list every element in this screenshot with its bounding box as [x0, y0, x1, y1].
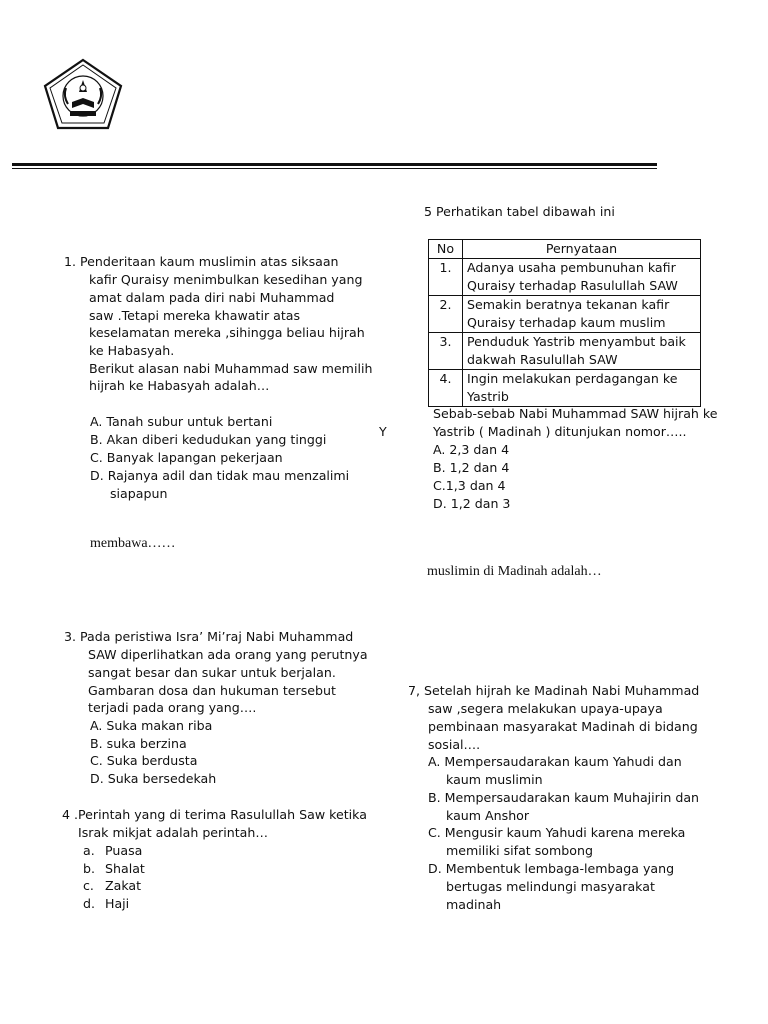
- table-cell-statement: [463, 259, 701, 296]
- school-emblem-icon: [42, 58, 124, 130]
- q1-option: siapapun: [110, 486, 168, 501]
- q4-line: Israk mikjat adalah perintah…: [78, 825, 268, 840]
- q7-option: C. Mengusir kaum Yahudi karena mereka: [428, 825, 686, 840]
- q1-line: 1. Penderitaan kaum muslimin atas siksaan: [64, 254, 339, 269]
- q5-intro: 5 Perhatikan tabel dibawah ini: [424, 204, 615, 219]
- q5-option: B. 1,2 dan 4: [433, 460, 510, 475]
- stray-text: membawa……: [90, 536, 176, 551]
- statement-line: Ingin melakukan perdagangan ke: [467, 371, 678, 386]
- statement-line: Yastrib: [467, 389, 509, 404]
- q4-option-text: Shalat: [105, 861, 145, 876]
- table-cell-statement: [463, 370, 701, 407]
- q7-option: bertugas melindungi masyarakat: [446, 879, 655, 894]
- q3-line: 3. Pada peristiwa Isra’ Mi’raj Nabi Muhammad: [64, 629, 354, 644]
- q1-option: D. Rajanya adil dan tidak mau menzalimi: [90, 468, 350, 483]
- statement-line: Penduduk Yastrib menyambut baik: [467, 334, 686, 349]
- q1-line: saw .Tetapi mereka khawatir atas: [89, 308, 301, 323]
- table-cell-no: 4.: [429, 370, 463, 407]
- q3-line: terjadi pada orang yang….: [88, 700, 257, 715]
- table-header-statement: Pernyataan: [463, 240, 701, 259]
- q7-option: B. Mempersaudarakan kaum Muhajirin dan: [428, 790, 700, 805]
- table-cell-no: 1.: [429, 259, 463, 296]
- table-cell-no: 2.: [429, 296, 463, 333]
- q1-option: B. Akan diberi kedudukan yang tinggi: [90, 432, 327, 447]
- q7-line: sosial….: [428, 737, 481, 752]
- q4-option-text: Puasa: [105, 843, 143, 858]
- q4-option-text: Zakat: [105, 878, 142, 893]
- q4-option-letter: d.: [83, 896, 95, 911]
- q7-line: saw ,segera melakukan upaya-upaya: [428, 701, 663, 716]
- q5-question-line: Sebab-sebab Nabi Muhammad SAW hijrah ke: [433, 406, 718, 421]
- table-header-row: [429, 240, 701, 259]
- q1-option: A. Tanah subur untuk bertani: [90, 414, 273, 429]
- q4-option-letter: c.: [83, 878, 94, 893]
- q3-line: Gambaran dosa dan hukuman tersebut: [88, 683, 336, 698]
- q3-line: SAW diperlihatkan ada orang yang perutnya: [88, 647, 368, 662]
- statement-line: Quraisy terhadap Rasulullah SAW: [467, 278, 678, 293]
- statement-table: [428, 239, 701, 407]
- table-row: [429, 296, 701, 333]
- table-row: [429, 259, 701, 296]
- q1-line: amat dalam pada diri nabi Muhammad: [89, 290, 335, 305]
- q7-option: kaum Anshor: [446, 808, 530, 823]
- table-cell-statement: [463, 296, 701, 333]
- statement-line: Quraisy terhadap kaum muslim: [467, 315, 666, 330]
- q3-option: C. Suka berdusta: [90, 753, 198, 768]
- table-row: [429, 370, 701, 407]
- header-rule-thin: [12, 168, 657, 169]
- q7-line: 7, Setelah hijrah ke Madinah Nabi Muhammad: [408, 683, 700, 698]
- statement-line: dakwah Rasulullah SAW: [467, 352, 618, 367]
- q7-option: madinah: [446, 897, 502, 912]
- q1-line: Berikut alasan nabi Muhammad saw memilih: [89, 361, 373, 376]
- q4-option-letter: b.: [83, 861, 95, 876]
- q5-question-line: Yastrib ( Madinah ) ditunjukan nomor…..: [433, 424, 687, 439]
- q7-line: pembinaan masyarakat Madinah di bidang: [428, 719, 698, 734]
- q4-line: 4 .Perintah yang di terima Rasulullah Saw ketika: [62, 807, 367, 822]
- q1-line: ke Habasyah.: [89, 343, 175, 358]
- header-rule-thick: [12, 163, 657, 166]
- q4-option-text: Haji: [105, 896, 130, 911]
- statement-line: Adanya usaha pembunuhan kafir: [467, 260, 676, 275]
- q1-option: C. Banyak lapangan pekerjaan: [90, 450, 283, 465]
- table-cell-statement: [463, 333, 701, 370]
- q7-option: D. Membentuk lembaga-lembaga yang: [428, 861, 675, 876]
- q3-option: D. Suka bersedekah: [90, 771, 217, 786]
- stray-text: muslimin di Madinah adalah…: [427, 564, 602, 579]
- stray-letter: Y: [379, 424, 387, 439]
- q1-line: kafir Quraisy menimbulkan kesedihan yang: [89, 272, 363, 287]
- q1-line: keselamatan mereka ,sihingga beliau hijrah: [89, 325, 365, 340]
- q4-option-letter: a.: [83, 843, 95, 858]
- q3-option: A. Suka makan riba: [90, 718, 213, 733]
- q5-option: C.1,3 dan 4: [433, 478, 506, 493]
- table-header-no: No: [429, 240, 463, 259]
- q7-option: memiliki sifat sombong: [446, 843, 593, 858]
- table-row: [429, 333, 701, 370]
- q3-option: B. suka berzina: [90, 736, 187, 751]
- q7-option: A. Mempersaudarakan kaum Yahudi dan: [428, 754, 682, 769]
- q3-line: sangat besar dan sukar untuk berjalan.: [88, 665, 336, 680]
- q7-option: kaum muslimin: [446, 772, 543, 787]
- table-cell-no: 3.: [429, 333, 463, 370]
- q5-option: D. 1,2 dan 3: [433, 496, 511, 511]
- q5-option: A. 2,3 dan 4: [433, 442, 510, 457]
- statement-line: Semakin beratnya tekanan kafir: [467, 297, 670, 312]
- q1-line: hijrah ke Habasyah adalah…: [89, 378, 270, 393]
